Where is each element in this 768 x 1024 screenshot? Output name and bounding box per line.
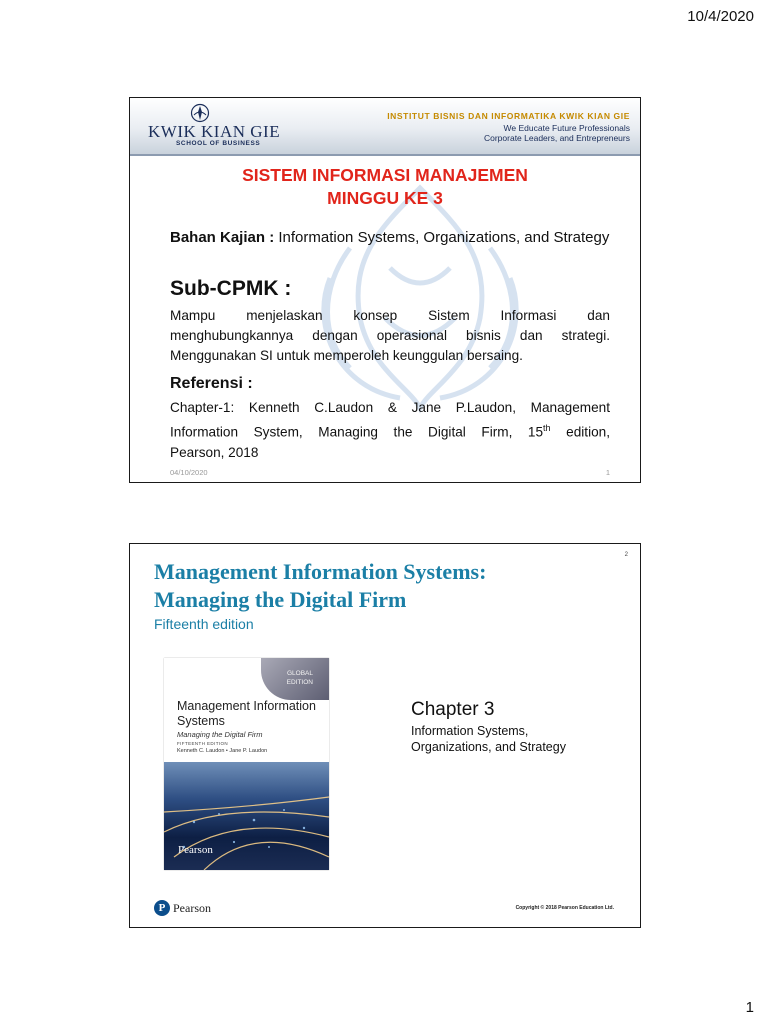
kkg-emblem-icon	[190, 103, 210, 123]
kkg-logo-name: KWIK KIAN GIE	[148, 122, 281, 141]
global-edition-badge	[261, 658, 329, 700]
book-subtitle: Managing the Digital Firm	[177, 730, 263, 739]
book-cover	[164, 658, 329, 870]
referensi-line-2-main: Information System, Managing the Digital Firm, 15	[170, 424, 544, 440]
sub-cpmk-line-2: menghubungkannya dengan operasional bisnis dan strategi.	[170, 328, 610, 343]
slide-1	[129, 97, 641, 483]
print-date: 10/4/2020	[687, 8, 754, 25]
referensi-superscript: th	[543, 423, 551, 433]
tagline-line-2: Corporate Leaders, and Entrepreneurs	[483, 133, 630, 143]
referensi-line-2	[170, 418, 610, 443]
referensi-line-3: Pearson, 2018	[170, 444, 259, 460]
bahan-kajian	[170, 228, 618, 248]
slide-2-title-line-2: Managing the Digital Firm	[154, 587, 407, 612]
slide-2-edition: Fifteenth edition	[154, 616, 254, 632]
slide-1-title-line-1: SISTEM INFORMASI MANAJEMEN	[242, 165, 528, 185]
chapter-title: Chapter 3	[411, 699, 495, 720]
book-authors: Kenneth C. Laudon • Jane P. Laudon	[177, 748, 268, 754]
institute-name: INSTITUT BISNIS DAN INFORMATIKA KWIK KIAN GIE	[387, 111, 630, 121]
referensi-line-1: Chapter-1: Kenneth C.Laudon & Jane P.Laudon, Management	[170, 400, 610, 415]
slide-2	[129, 543, 641, 928]
bahan-kajian-label: Bahan Kajian :	[170, 229, 275, 246]
slide-1-title-line-2: MINGGU KE 3	[327, 188, 443, 208]
pearson-logo-icon: P	[154, 900, 170, 916]
badge-line-2: EDITION	[286, 679, 313, 686]
pearson-wordmark: Pearson	[173, 901, 211, 915]
copyright-notice: Copyright © 2018 Pearson Education Ltd.	[515, 905, 614, 911]
book-publisher: Pearson	[178, 844, 213, 856]
slide-1-footer-date: 04/10/2020	[170, 468, 208, 477]
book-title-line-2: Systems	[177, 714, 225, 728]
referensi-line-2-end: edition,	[566, 424, 610, 440]
slide-2-title-line-1: Management Information Systems:	[154, 559, 487, 584]
sub-cpmk-text	[170, 306, 610, 366]
kkg-logo-school: SCHOOL OF BUSINESS	[176, 140, 261, 147]
tagline-line-1: We Educate Future Professionals	[503, 123, 630, 133]
book-edition: FIFTEENTH EDITION	[177, 741, 229, 746]
header-divider	[130, 154, 640, 156]
chapter-subtitle-line-2: Organizations, and Strategy	[411, 740, 566, 754]
sub-cpmk-heading: Sub-CPMK :	[170, 277, 292, 300]
book-title-line-1: Management Information	[177, 699, 316, 713]
page-number: 1	[745, 999, 754, 1016]
slide-1-number: 1	[605, 468, 610, 477]
sub-cpmk-line-1: Mampu menjelaskan konsep Sistem Informasi dan	[170, 308, 610, 323]
referensi-heading: Referensi :	[170, 375, 253, 392]
bahan-kajian-text: Information Systems, Organizations, and Strategy	[278, 229, 610, 246]
sub-cpmk-line-3: Menggunakan SI untuk memperoleh keunggulan bersaing.	[170, 348, 523, 363]
referensi-text	[170, 398, 610, 463]
slide-header-banner	[130, 98, 640, 154]
badge-line-1: GLOBAL	[286, 670, 313, 677]
slide-2-number: 2	[624, 552, 628, 558]
chapter-subtitle-line-1: Information Systems,	[411, 724, 529, 738]
